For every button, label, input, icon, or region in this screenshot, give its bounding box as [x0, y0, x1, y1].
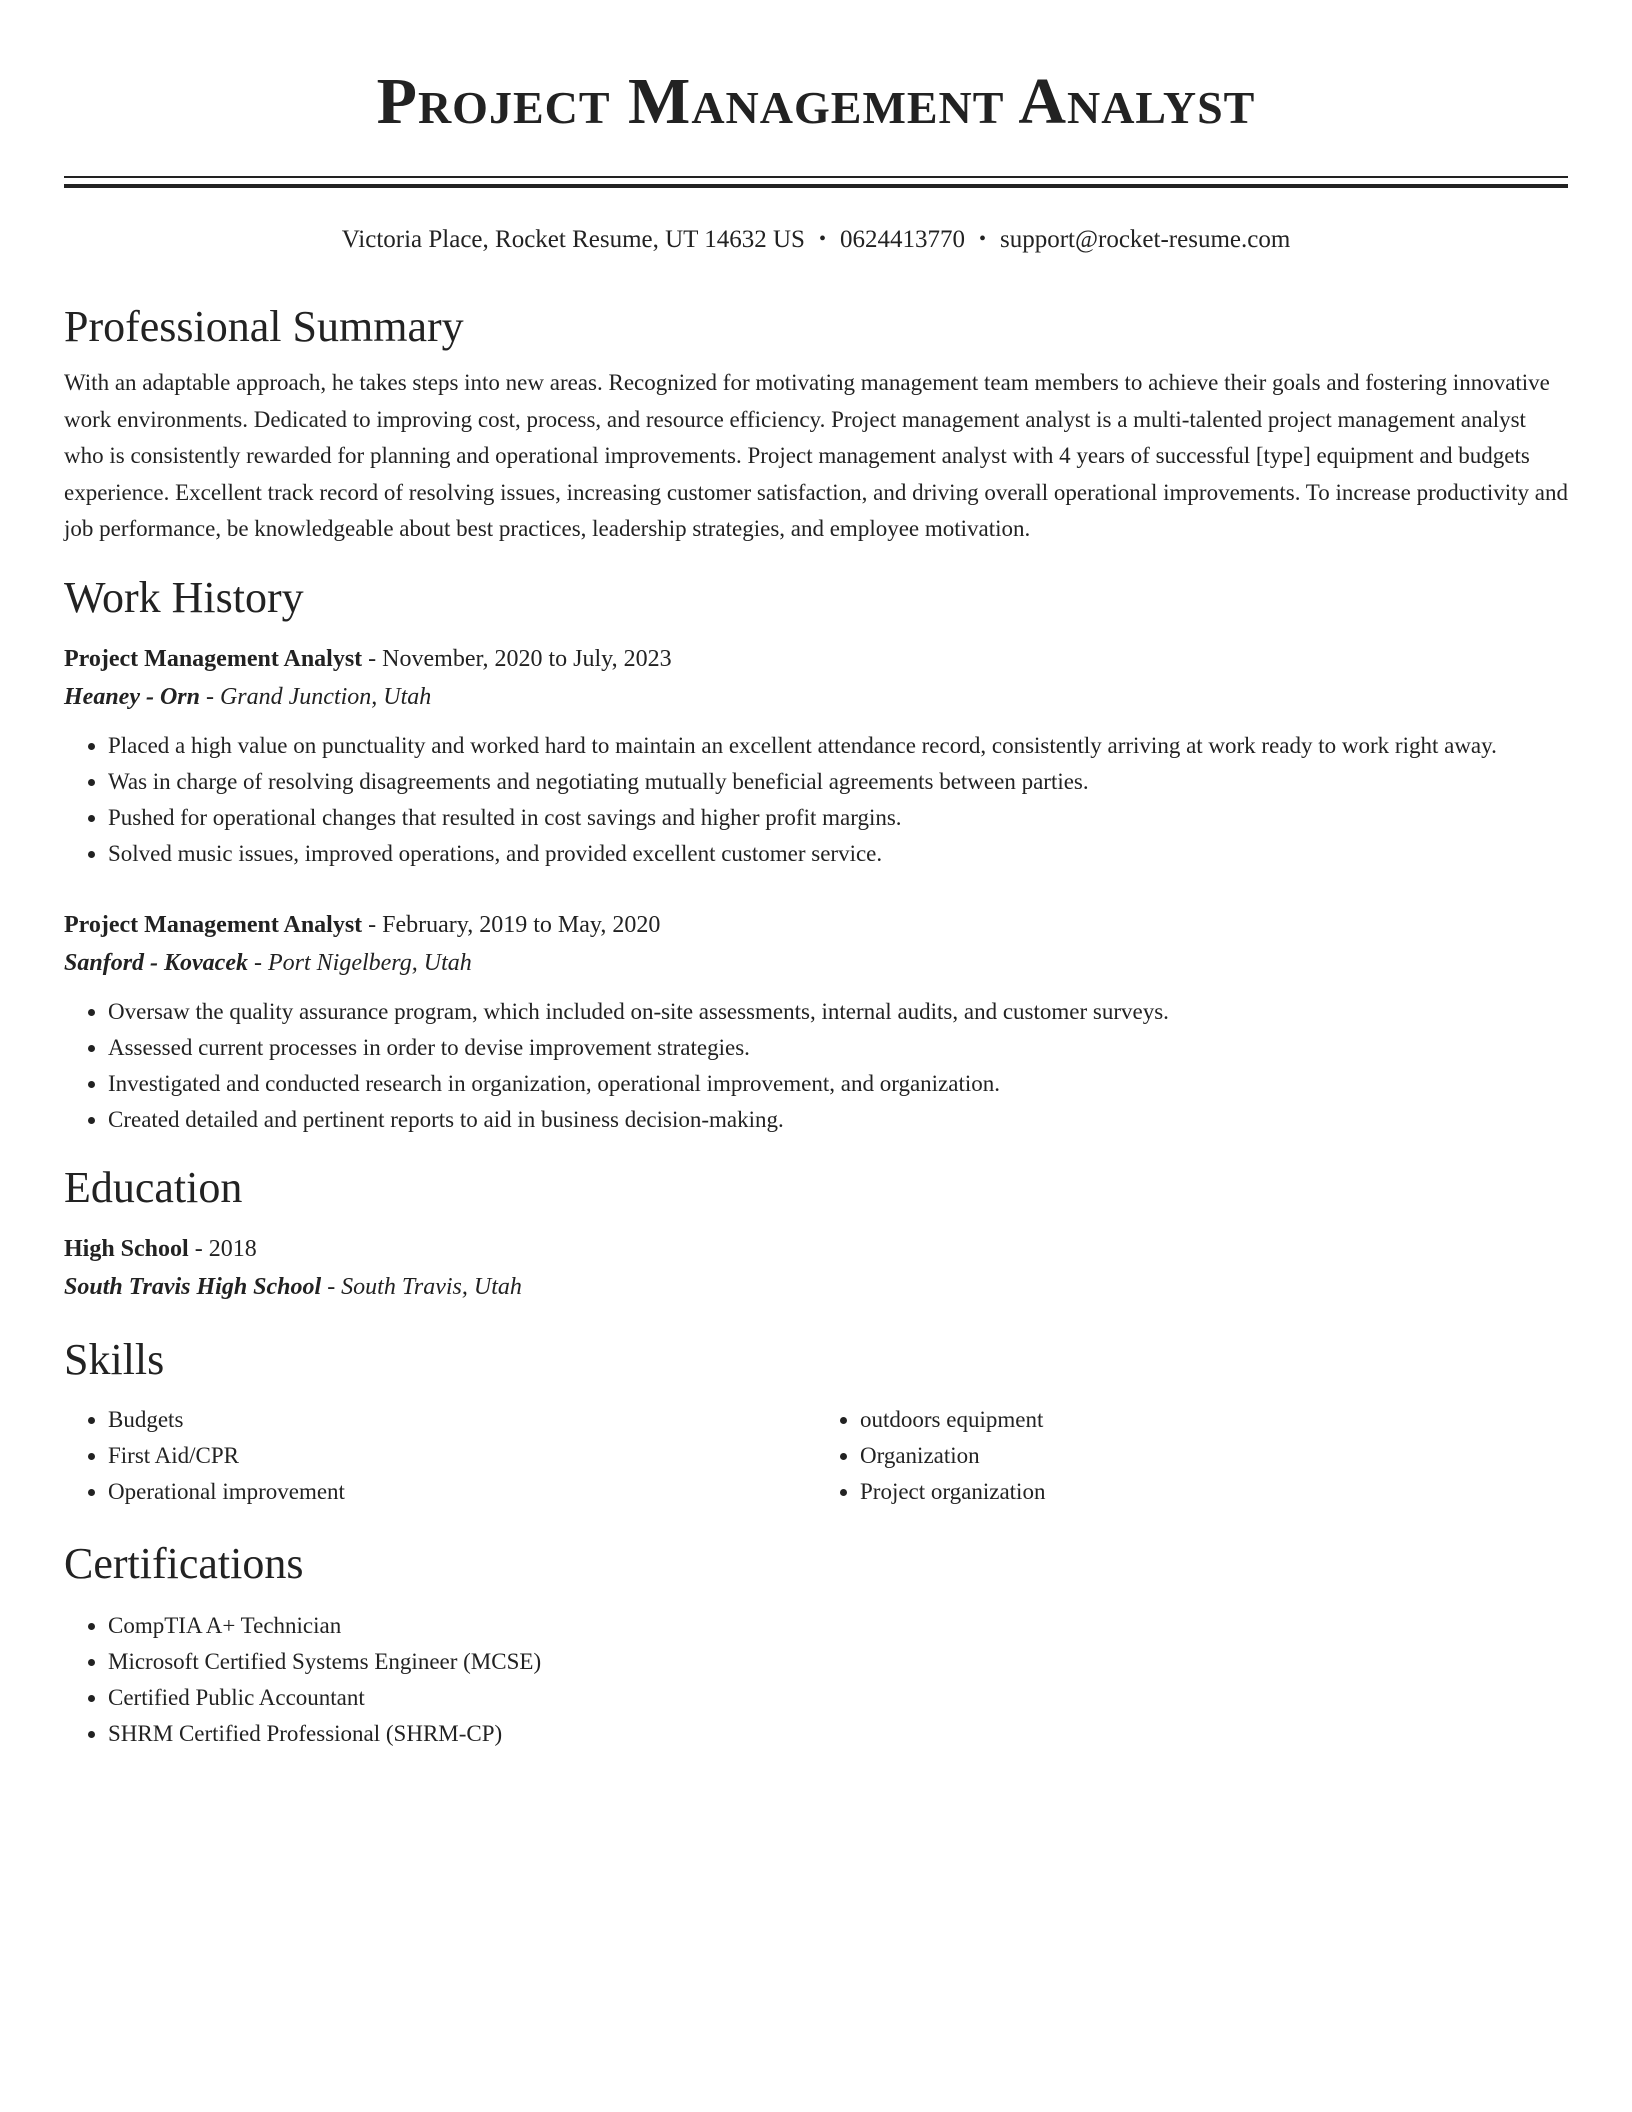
certification-item: • Microsoft Certified Systems Engineer (MCSE) — [108, 1644, 1568, 1680]
job-bullet: • Was in charge of resolving disagreements and negotiating mutually beneficial agreements between parties. — [108, 764, 1568, 800]
education-entry — [64, 1230, 1568, 1306]
job-title-line — [64, 640, 1568, 678]
resume-title: Project Management Analyst — [376, 65, 1256, 138]
skill-item: • Organization — [860, 1438, 1568, 1474]
education-school: South Travis High School — [64, 1273, 322, 1300]
contact-line — [64, 222, 1568, 257]
summary-section — [64, 299, 1568, 548]
education-degree-line — [64, 1230, 1568, 1268]
job-bullets — [64, 728, 1568, 872]
title-rule-thick — [64, 184, 1568, 188]
contact-separator: • — [818, 228, 826, 250]
job-dates: - November, 2020 to July, 2023 — [362, 645, 672, 672]
job-title-line — [64, 906, 1568, 944]
job-dates: - February, 2019 to May, 2020 — [362, 911, 661, 938]
contact-separator: • — [978, 228, 986, 250]
education-school-line — [64, 1268, 1568, 1306]
skills-column-right — [816, 1402, 1568, 1510]
job-bullet: • Oversaw the quality assurance program, which included on-site assessments, internal audits, and customer surveys. — [108, 994, 1568, 1030]
resume-page — [64, 0, 1568, 1752]
education-location: - South Travis, Utah — [321, 1273, 522, 1300]
job-company: Heaney - Orn — [64, 683, 200, 710]
summary-heading: Professional Summary — [64, 302, 464, 351]
skill-item: • Budgets — [108, 1402, 816, 1438]
job-location: - Grand Junction, Utah — [199, 683, 432, 710]
summary-text: With an adaptable approach, he takes steps into new areas. Recognized for motivating management team members to achieve their goals and fostering innovative work environments. Dedicated to improving cost, process, and resource efficiency. Project management analyst is a multi-talented project management analyst who is consistently rewarded for planning and operational improvements. Project management analyst with 4 years of successful [type] equipment and budgets experience. Excellent track record of resolving issues, increasing customer satisfaction, and driving overall operational improvements. To increase productivity and job performance, be knowledgeable about best practices, leadership strategies, and employee motivation. — [64, 370, 1568, 541]
certification-item: • Certified Public Accountant — [108, 1680, 1568, 1716]
job-bullets — [64, 994, 1568, 1138]
skills-section — [64, 1332, 1568, 1510]
certification-item: • SHRM Certified Professional (SHRM-CP) — [108, 1716, 1568, 1752]
job-entry — [64, 640, 1568, 872]
job-title: Project Management Analyst — [64, 911, 363, 938]
job-title: Project Management Analyst — [64, 645, 363, 672]
work-history-section — [64, 570, 1568, 1138]
job-company-line — [64, 678, 1568, 716]
job-bullet: • Pushed for operational changes that resulted in cost savings and higher profit margins. — [108, 800, 1568, 836]
contact-phone: 0624413770 — [839, 226, 965, 253]
job-entry — [64, 906, 1568, 1138]
education-year: - 2018 — [188, 1235, 257, 1262]
skills-grid — [64, 1402, 1568, 1510]
education-degree: High School — [64, 1235, 189, 1262]
job-bullet: • Investigated and conducted research in organization, operational improvement, and organization. — [108, 1066, 1568, 1102]
job-bullet: • Solved music issues, improved operations, and provided excellent customer service. — [108, 836, 1568, 872]
certifications-list — [64, 1608, 1568, 1752]
skills-column-left — [64, 1402, 816, 1510]
skill-item: • outdoors equipment — [860, 1402, 1568, 1438]
certifications-section — [64, 1536, 1568, 1752]
job-location: - Port Nigelberg, Utah — [247, 949, 472, 976]
job-company: Sanford - Kovacek — [64, 949, 248, 976]
skill-item: • Project organization — [860, 1474, 1568, 1510]
skill-item: • First Aid/CPR — [108, 1438, 816, 1474]
title-rule-thin — [64, 176, 1568, 178]
skills-heading: Skills — [64, 1334, 165, 1384]
job-bullet: • Created detailed and pertinent reports to aid in business decision-making. — [108, 1102, 1568, 1138]
contact-address: Victoria Place, Rocket Resume, UT 14632 US — [341, 226, 805, 253]
education-heading: Education — [64, 1162, 243, 1212]
contact-email: support@rocket-resume.com — [999, 226, 1291, 253]
education-section — [64, 1160, 1568, 1306]
job-bullet: • Placed a high value on punctuality and worked hard to maintain an excellent attendance record, consistently arriving at work ready to work right away. — [108, 728, 1568, 764]
certification-item: • CompTIA A+ Technician — [108, 1608, 1568, 1644]
certifications-heading: Certifications — [64, 1538, 304, 1588]
skill-item: • Operational improvement — [108, 1474, 816, 1510]
work-history-heading: Work History — [64, 572, 304, 622]
job-company-line — [64, 944, 1568, 982]
job-bullet: • Assessed current processes in order to devise improvement strategies. — [108, 1030, 1568, 1066]
